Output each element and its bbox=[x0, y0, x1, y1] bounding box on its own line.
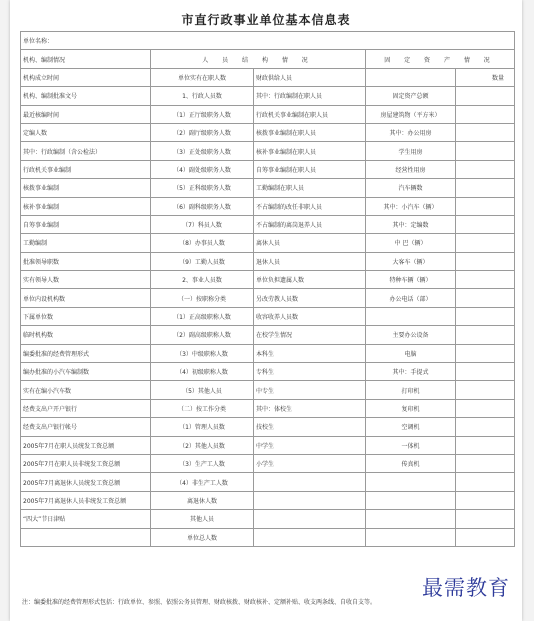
table-cell bbox=[456, 381, 515, 399]
table-cell bbox=[456, 528, 515, 546]
table-cell: 批准领导职数 bbox=[21, 252, 151, 270]
section-header-row bbox=[21, 50, 515, 68]
table-cell: 核拨事业编制在职人员 bbox=[254, 123, 366, 141]
table-row bbox=[21, 473, 515, 491]
table-cell: 专科生 bbox=[254, 363, 366, 381]
table-cell bbox=[456, 197, 515, 215]
org-section-header: 机构、编制情况 bbox=[21, 50, 151, 68]
table-cell: 技校生 bbox=[254, 418, 366, 436]
table-row bbox=[21, 418, 515, 436]
table-cell: （2）副厅级职务人数 bbox=[151, 123, 254, 141]
table-cell: 其他人员 bbox=[151, 510, 254, 528]
personnel-section-header: 人 员 结 构 情 况 bbox=[151, 50, 366, 68]
table-cell bbox=[254, 473, 366, 491]
table-row bbox=[21, 87, 515, 105]
table-cell: 离退休人数 bbox=[151, 491, 254, 509]
table-cell: 最近核编时间 bbox=[21, 105, 151, 123]
table-row bbox=[21, 271, 515, 289]
table-cell: 单位实有在职人数 bbox=[151, 68, 254, 86]
table-cell bbox=[366, 473, 456, 491]
table-cell bbox=[456, 436, 515, 454]
table-cell bbox=[456, 271, 515, 289]
table-cell: （5）其他人员 bbox=[151, 381, 254, 399]
table-cell: 2、事业人员数 bbox=[151, 271, 254, 289]
watermark-logo: 最需教育 bbox=[422, 576, 510, 600]
table-cell: （1）管理人员数 bbox=[151, 418, 254, 436]
table-cell: 特种车辆（辆） bbox=[366, 271, 456, 289]
table-cell bbox=[456, 87, 515, 105]
table-cell bbox=[456, 344, 515, 362]
table-row bbox=[21, 234, 515, 252]
unit-name-row bbox=[21, 32, 515, 50]
table-row bbox=[21, 454, 515, 472]
table-row bbox=[21, 142, 515, 160]
table-cell bbox=[456, 454, 515, 472]
table-cell: （4）非生产工人数 bbox=[151, 473, 254, 491]
table-cell bbox=[456, 142, 515, 160]
table-cell: （二）按工作分类 bbox=[151, 399, 254, 417]
table-cell: 临时机构数 bbox=[21, 326, 151, 344]
table-cell: （4）初级职称人数 bbox=[151, 363, 254, 381]
table-cell: 其中：手提式 bbox=[366, 363, 456, 381]
table-row bbox=[21, 510, 515, 528]
info-table-body bbox=[21, 32, 515, 547]
table-cell: （2）副高级职称人数 bbox=[151, 326, 254, 344]
table-cell bbox=[456, 160, 515, 178]
info-table bbox=[20, 31, 515, 547]
form-title: 市直行政事业单位基本信息表 bbox=[181, 13, 351, 27]
table-cell bbox=[456, 215, 515, 233]
table-cell: 一体机 bbox=[366, 436, 456, 454]
table-cell: 经费支出户开户银行 bbox=[21, 399, 151, 417]
table-cell: 行政机关事业编制 bbox=[21, 160, 151, 178]
table-cell bbox=[456, 363, 515, 381]
table-cell: 学生用房 bbox=[366, 142, 456, 160]
table-cell: 不占编制的离岗退养人员 bbox=[254, 215, 366, 233]
table-cell bbox=[366, 510, 456, 528]
table-cell: （6）副科级职务人数 bbox=[151, 197, 254, 215]
table-cell: 编办批准的小汽车编制数 bbox=[21, 363, 151, 381]
table-cell: 其中：办公用房 bbox=[366, 123, 456, 141]
table-cell: 定编人数 bbox=[21, 123, 151, 141]
assets-section-header: 固 定 资 产 情 况 bbox=[366, 50, 515, 68]
table-cell: 核拨事业编制 bbox=[21, 179, 151, 197]
table-cell: 2005年7月在职人员统发工资总额 bbox=[21, 436, 151, 454]
table-cell: 工勤编制在职人员 bbox=[254, 179, 366, 197]
table-cell: （1）正高级职称人数 bbox=[151, 307, 254, 325]
table-row bbox=[21, 215, 515, 233]
table-cell: 编委批准的经费管理形式 bbox=[21, 344, 151, 362]
table-cell: 收容收养人员数 bbox=[254, 307, 366, 325]
table-cell: 其中：行政编制在职人员 bbox=[254, 87, 366, 105]
table-cell bbox=[254, 528, 366, 546]
table-cell: 汽车辆数 bbox=[366, 179, 456, 197]
table-cell: （2）其他人员数 bbox=[151, 436, 254, 454]
table-cell bbox=[254, 491, 366, 509]
table-cell: 机构成立时间 bbox=[21, 68, 151, 86]
table-cell: 另改劳教人员数 bbox=[254, 289, 366, 307]
table-cell: （3）正处级职务人数 bbox=[151, 142, 254, 160]
table-row bbox=[21, 105, 515, 123]
table-cell bbox=[456, 399, 515, 417]
table-cell: （4）副处级职务人数 bbox=[151, 160, 254, 178]
table-row bbox=[21, 491, 515, 509]
table-cell bbox=[456, 105, 515, 123]
table-cell bbox=[456, 418, 515, 436]
table-row bbox=[21, 344, 515, 362]
table-cell: （5）正科级职务人数 bbox=[151, 179, 254, 197]
table-row bbox=[21, 179, 515, 197]
table-cell: 其中：体校生 bbox=[254, 399, 366, 417]
table-cell: 2005年7月在职人员非统发工资总额 bbox=[21, 454, 151, 472]
table-cell: 复印机 bbox=[366, 399, 456, 417]
table-cell: 中 巴（辆） bbox=[366, 234, 456, 252]
table-cell: （一）按职称分类 bbox=[151, 289, 254, 307]
table-cell bbox=[21, 528, 151, 546]
table-cell: （7）科员人数 bbox=[151, 215, 254, 233]
table-row bbox=[21, 307, 515, 325]
table-cell: 中学生 bbox=[254, 436, 366, 454]
table-cell: 大客车（辆） bbox=[366, 252, 456, 270]
table-cell: 核补事业编制 bbox=[21, 197, 151, 215]
table-cell: 房屋建筑物（平方米） bbox=[366, 105, 456, 123]
table-cell bbox=[366, 528, 456, 546]
table-cell: 工勤编制 bbox=[21, 234, 151, 252]
unit-name-label: 单位名称： bbox=[21, 32, 515, 50]
table-cell: 经费支出户银行帐号 bbox=[21, 418, 151, 436]
table-cell bbox=[456, 307, 515, 325]
table-cell: 其中：定编数 bbox=[366, 215, 456, 233]
table-row bbox=[21, 160, 515, 178]
table-cell: 打印机 bbox=[366, 381, 456, 399]
table-cell: 不占编制的改任非职人员 bbox=[254, 197, 366, 215]
table-cell: （3）中级职称人数 bbox=[151, 344, 254, 362]
table-cell bbox=[456, 491, 515, 509]
table-cell bbox=[456, 326, 515, 344]
table-cell: （8）办事员人数 bbox=[151, 234, 254, 252]
table-row bbox=[21, 381, 515, 399]
table-row bbox=[21, 123, 515, 141]
table-cell: 核补事业编制在职人员 bbox=[254, 142, 366, 160]
table-cell: 本科生 bbox=[254, 344, 366, 362]
table-cell: 固定资产总额 bbox=[366, 87, 456, 105]
table-cell: 1、行政人员数 bbox=[151, 87, 254, 105]
table-cell: 小学生 bbox=[254, 454, 366, 472]
table-cell: （1）正厅级职务人数 bbox=[151, 105, 254, 123]
table-cell bbox=[456, 234, 515, 252]
table-cell bbox=[456, 252, 515, 270]
table-cell: 实有领导人数 bbox=[21, 271, 151, 289]
table-cell: 办公电话（部） bbox=[366, 289, 456, 307]
table-cell: 自筹事业编制在职人员 bbox=[254, 160, 366, 178]
table-cell bbox=[366, 491, 456, 509]
table-cell bbox=[456, 289, 515, 307]
table-row bbox=[21, 68, 515, 86]
table-cell: 中专生 bbox=[254, 381, 366, 399]
table-cell: 传真机 bbox=[366, 454, 456, 472]
table-cell: 单位负担遗属人数 bbox=[254, 271, 366, 289]
table-cell: 单位总人数 bbox=[151, 528, 254, 546]
table-cell: （3）生产工人数 bbox=[151, 454, 254, 472]
document-page bbox=[10, 0, 522, 621]
table-row bbox=[21, 436, 515, 454]
table-cell: 在校学生情况 bbox=[254, 326, 366, 344]
table-cell: 实有在编小汽车数 bbox=[21, 381, 151, 399]
table-row bbox=[21, 399, 515, 417]
table-cell: 其中：行政编制（含公检法） bbox=[21, 142, 151, 160]
table-cell: 2005年7月离退休人员非统发工资总额 bbox=[21, 491, 151, 509]
table-cell: 其中：小汽车（辆） bbox=[366, 197, 456, 215]
table-row bbox=[21, 252, 515, 270]
table-cell: 退休人员 bbox=[254, 252, 366, 270]
table-cell bbox=[456, 179, 515, 197]
table-cell bbox=[456, 123, 515, 141]
table-row bbox=[21, 528, 515, 546]
table-row bbox=[21, 197, 515, 215]
footnote: 注：编委批准的经费管理形式包括：行政单位、参照、依照公务员管理、财政核拨、财政核补、定额补贴、收支两条线、自收自支等。 bbox=[22, 599, 377, 606]
table-cell bbox=[456, 473, 515, 491]
table-cell: 经营性用房 bbox=[366, 160, 456, 178]
table-cell: 电脑 bbox=[366, 344, 456, 362]
table-cell: “四大”节日津贴 bbox=[21, 510, 151, 528]
table-cell bbox=[456, 510, 515, 528]
table-cell: 财政供给人员 bbox=[254, 68, 366, 86]
table-row bbox=[21, 326, 515, 344]
table-cell: 空调机 bbox=[366, 418, 456, 436]
table-cell: 数量 bbox=[456, 68, 515, 86]
table-cell bbox=[254, 510, 366, 528]
table-cell: （9）工勤人员数 bbox=[151, 252, 254, 270]
table-cell: 下属单位数 bbox=[21, 307, 151, 325]
table-row bbox=[21, 363, 515, 381]
table-cell: 自筹事业编制 bbox=[21, 215, 151, 233]
table-cell: 行政机关事业编制在职人员 bbox=[254, 105, 366, 123]
table-cell: 离休人员 bbox=[254, 234, 366, 252]
table-row bbox=[21, 289, 515, 307]
table-cell bbox=[366, 307, 456, 325]
table-cell: 单位内设机构数 bbox=[21, 289, 151, 307]
table-cell: 机构、编制批准文号 bbox=[21, 87, 151, 105]
table-cell: 主要办公设备 bbox=[366, 326, 456, 344]
table-cell: 2005年7月离退休人员统发工资总额 bbox=[21, 473, 151, 491]
table-cell bbox=[366, 68, 456, 86]
